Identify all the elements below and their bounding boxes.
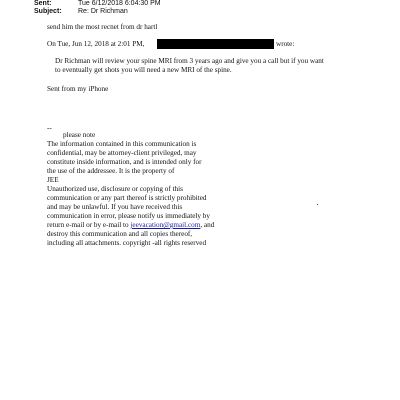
- disclaimer-line: The information contained in this communication is: [47, 140, 197, 148]
- quoted-line-2: to eventually get shots you will need a new MRI of the spine.: [55, 66, 232, 74]
- sent-value: Tue 6/12/2018 6:04:30 PM: [78, 0, 161, 7]
- disclaimer-line: including all attachments. copyright -all rights reserved: [47, 239, 207, 247]
- disclaimer-line: Unauthorized use, disclosure or copying of this: [47, 185, 183, 193]
- please-note: please note: [63, 131, 96, 139]
- quote-intro-suffix: wrote:: [276, 40, 295, 48]
- disclaimer-line: JEE: [47, 176, 59, 184]
- email-link[interactable]: jeevacation@gmail.com: [130, 221, 201, 229]
- subject-label: Subject:: [34, 8, 62, 15]
- signature: Sent from my iPhone: [47, 85, 109, 93]
- quoted-line-1: Dr Richman will review your spine MRI from 3 years ago and give you a call but if you want: [55, 57, 324, 65]
- sent-row: [34, 0, 52, 8]
- email-line: [47, 221, 214, 230]
- email-suffix: , and: [200, 221, 215, 229]
- disclaimer-line: constitute inside information, and is intended only for: [47, 158, 202, 166]
- scan-speck: [317, 204, 318, 205]
- disclaimer-line: communication in error, please notify us immediately by: [47, 212, 210, 220]
- subject-value: Re: Dr Richman: [78, 8, 128, 15]
- footer-dashes: --: [47, 124, 52, 132]
- disclaimer-line: destroy this communication and all copies thereof,: [47, 230, 193, 238]
- disclaimer-line: communication or any part thereof is strictly prohibited: [47, 194, 207, 202]
- disclaimer-line: and may be unlawful. If you have received this: [47, 203, 183, 211]
- redaction-bar: [157, 39, 274, 49]
- disclaimer-line: confidential, may be attorney-client privileged, may: [47, 149, 197, 157]
- quote-intro-prefix: On Tue, Jun 12, 2018 at 2:01 PM,: [47, 40, 145, 48]
- subject-row: [34, 8, 62, 16]
- disclaimer-line: the use of the addressee. It is the property of: [47, 167, 175, 175]
- body-line-1: send him the most recnet from dr hartl: [47, 23, 158, 31]
- sent-label: Sent:: [34, 0, 52, 7]
- email-prefix: return e-mail or by e-mail to: [47, 221, 131, 229]
